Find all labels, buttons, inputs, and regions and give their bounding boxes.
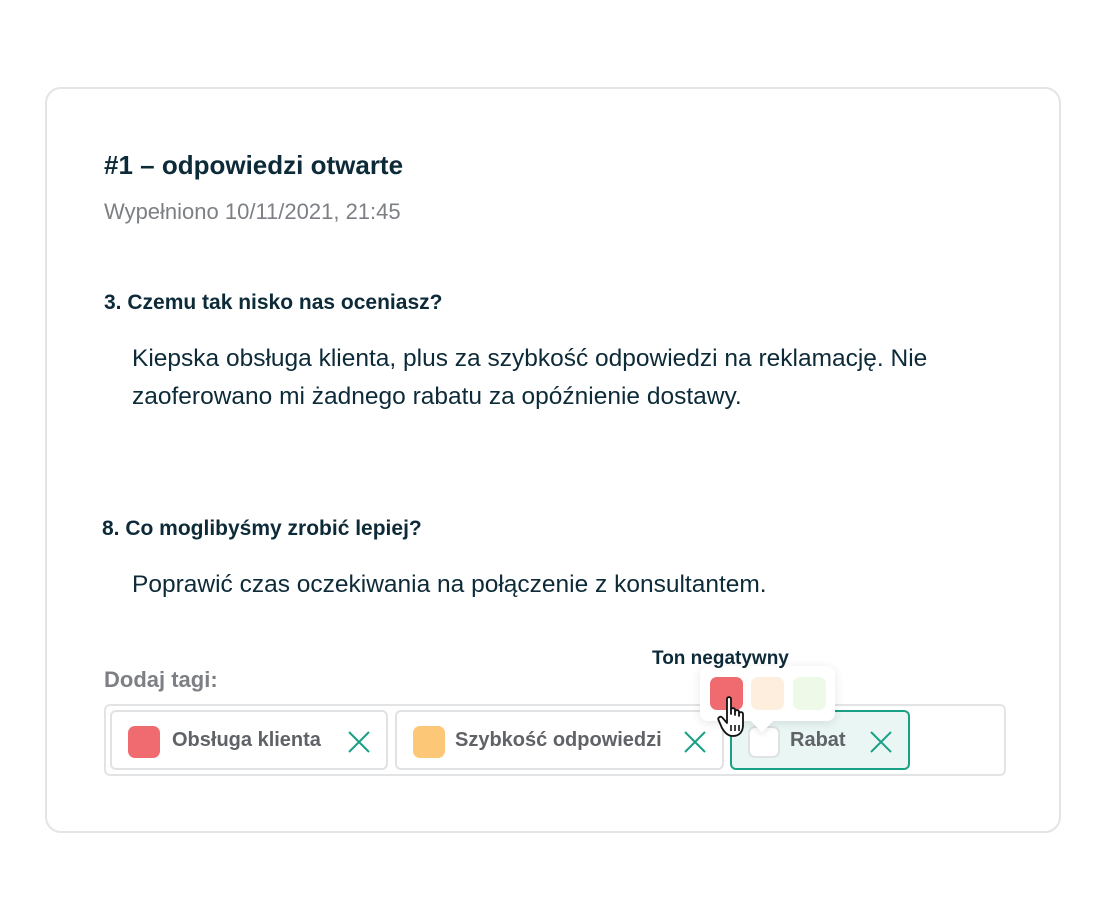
tone-option-positive[interactable] bbox=[793, 677, 826, 710]
tag-chip-obsluga-klienta[interactable] bbox=[110, 710, 388, 770]
tag-color-swatch[interactable] bbox=[413, 726, 445, 758]
close-icon[interactable] bbox=[682, 729, 708, 755]
response-title: #1 – odpowiedzi otwarte bbox=[104, 150, 404, 180]
hand-pointer-icon bbox=[717, 695, 753, 739]
tag-label: Obsługa klienta bbox=[172, 729, 321, 751]
answer-text: Poprawić czas oczekiwania na połączenie z konsultantem. bbox=[132, 571, 767, 598]
filled-timestamp: Wypełniono 10/11/2021, 21:45 bbox=[104, 199, 401, 224]
close-icon[interactable] bbox=[346, 729, 372, 755]
add-tags-label: Dodaj tagi: bbox=[104, 667, 218, 692]
answer-text: Kiepska obsługa klienta, plus za szybkość odpowiedzi na reklamację. Nie zaoferowano mi żadnego rabatu za opóźnienie dostawy. bbox=[132, 345, 928, 410]
question-label: 8. Co moglibyśmy zrobić lepiej? bbox=[102, 517, 422, 540]
tag-label: Szybkość odpowiedzi bbox=[455, 729, 662, 751]
tag-label: Rabat bbox=[790, 729, 846, 751]
tone-option-neutral[interactable] bbox=[751, 677, 784, 710]
question-label: 3. Czemu tak nisko nas oceniasz? bbox=[104, 291, 443, 314]
tag-color-swatch[interactable] bbox=[128, 726, 160, 758]
tag-chip-szybkosc-odpowiedzi[interactable] bbox=[395, 710, 724, 770]
tone-tooltip: Ton negatywny bbox=[652, 648, 789, 669]
close-icon[interactable] bbox=[868, 729, 894, 755]
